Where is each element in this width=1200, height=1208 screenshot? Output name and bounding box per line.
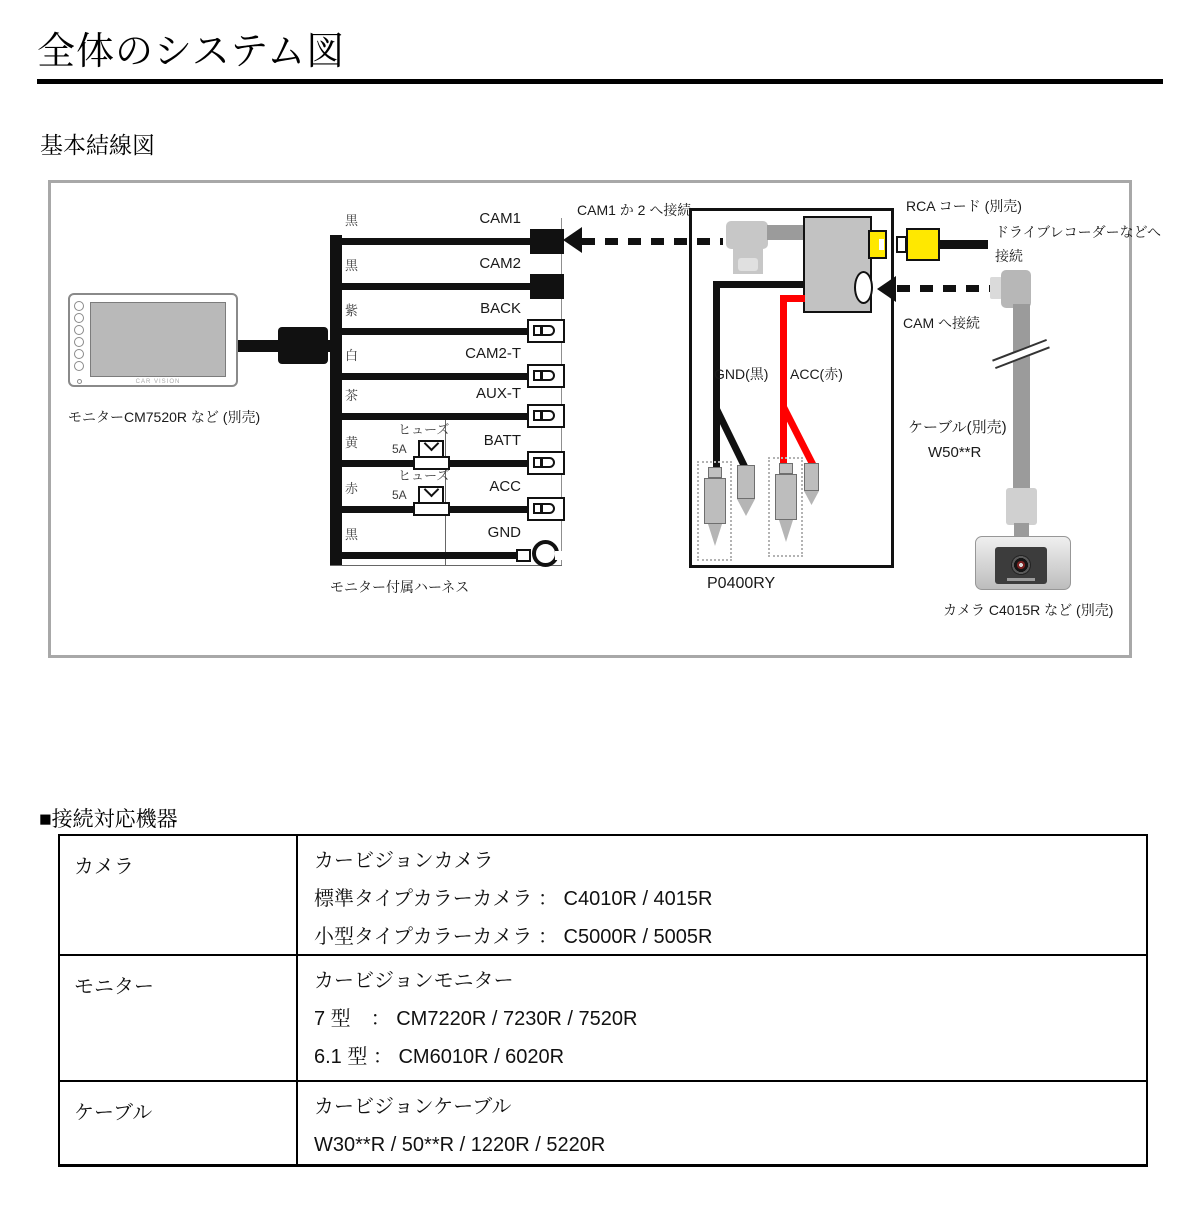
table-category: ケーブル [60, 1082, 298, 1164]
fuse-label: ヒューズ [398, 468, 450, 483]
wire-signal-label: CAM2-T [465, 345, 521, 362]
table-line: W30**R / 50**R / 1220R / 5220R [314, 1134, 606, 1156]
rca-plug-icon [726, 221, 768, 249]
plug-tip-icon [541, 503, 555, 514]
wire-color-label: 赤 [345, 481, 359, 496]
monitor-cable-plug [278, 327, 328, 364]
gnd-wire [713, 281, 805, 288]
cable-connector [1006, 488, 1037, 525]
wire-color-label: 黄 [345, 435, 359, 450]
table-heading: ■接続対応機器 [39, 808, 178, 831]
monitor-button-icon [74, 313, 84, 323]
wire-signal-label: BATT [483, 432, 521, 449]
rca-jack-cam2 [530, 274, 564, 299]
table-line: 小型タイプカラーカメラ ： C5000R / 5005R [314, 926, 713, 948]
camera-device [975, 536, 1071, 590]
terminal-tip [737, 499, 755, 516]
yellow-rca-jack [868, 230, 887, 259]
monitor-button-icon [74, 349, 84, 359]
rca-jack-cam1 [530, 229, 564, 254]
rca-cord-cable [940, 240, 988, 249]
yellow-rca-plug [906, 228, 940, 261]
table-cell [298, 956, 1146, 1082]
fuse-holder [413, 502, 450, 516]
cam-out-note: CAM へ接続 [903, 315, 980, 331]
adapter-label: P0400RY [707, 575, 776, 592]
terminal-tip [708, 524, 722, 546]
harness-bottom-line [330, 565, 562, 566]
monitor-screen [90, 302, 226, 377]
wire-gnd [342, 552, 518, 559]
terminal-body [775, 474, 797, 520]
wire-color-label: 黒 [345, 258, 359, 273]
harness-label: モニター付属ハーネス [330, 579, 470, 595]
monitor-button-icon [74, 325, 84, 335]
terminal-body [704, 478, 726, 524]
wire-color-label: 黒 [345, 527, 359, 542]
arrow-left-icon [877, 276, 896, 302]
covered-terminal [697, 461, 732, 561]
cam-input-note: CAM1 か 2 へ接続 [577, 202, 692, 218]
dashed-connection-line [897, 285, 990, 292]
monitor-label: モニターCM7520R など (別売) [68, 409, 261, 425]
terminal-cap [779, 463, 793, 474]
wire-back [342, 328, 528, 335]
acc-wire [780, 295, 787, 463]
wire-color-label: 黒 [345, 213, 359, 228]
cable-note-line2: W50**R [928, 444, 982, 461]
table-line: 7 型 ： CM7220R / 7230R / 7520R [314, 1008, 638, 1030]
page-title: 全体のシステム図 [37, 20, 1163, 84]
table-category: モニター [60, 956, 298, 1082]
plug-tip-icon [541, 325, 555, 336]
adapter-gray-cable [767, 225, 805, 240]
rca-plug-tip [738, 258, 758, 271]
terminal-tip [779, 520, 793, 542]
fuse-rating: 5A [392, 442, 407, 456]
arrow-left-icon [563, 227, 582, 253]
camera-cable [1013, 304, 1030, 491]
table-category: カメラ [60, 836, 298, 956]
wire-cam1 [342, 238, 532, 245]
plug-tip-icon [541, 410, 555, 421]
table-cell [298, 836, 1146, 956]
plug-connector-acc [527, 497, 565, 521]
harness-connector-bar [330, 235, 342, 566]
dashed-connection-line [582, 238, 723, 245]
plug-connector-back [527, 319, 565, 343]
plug-connector-batt [527, 451, 565, 475]
terminal-cap [708, 467, 722, 478]
wire-color-label: 紫 [345, 303, 359, 318]
monitor-button-icon [74, 301, 84, 311]
wire-color-label: 白 [345, 348, 359, 363]
covered-terminal [768, 457, 803, 557]
recorder-note-line1: ドライブレコーダーなどへ [995, 224, 1162, 240]
acc-wire-label: ACC(赤) [790, 366, 843, 382]
camera-front-panel [995, 547, 1047, 584]
camera-brand-mark [1007, 578, 1035, 581]
plug-connector-cam2t [527, 364, 565, 388]
fuse-label: ヒューズ [398, 422, 450, 437]
terminal-body [737, 465, 755, 499]
plug-connector-auxt [527, 404, 565, 428]
wire-signal-label: ACC [489, 478, 521, 495]
table-line: カービジョンケーブル [314, 1096, 512, 1118]
fuse-rating: 5A [392, 488, 407, 502]
table-line: カービジョンカメラ [314, 850, 494, 872]
wire-cam2t [342, 373, 528, 380]
monitor-button-icon [74, 361, 84, 371]
monitor-led [77, 379, 82, 384]
ring-terminal-icon [532, 540, 559, 567]
table-line: 標準タイプカラーカメラ ： C4010R / 4015R [314, 888, 713, 910]
wire-signal-label: CAM2 [479, 255, 521, 272]
table-line: カービジョンモニター [314, 970, 514, 992]
wire-cam2 [342, 283, 532, 290]
wire-signal-label: CAM1 [479, 210, 521, 227]
compatibility-table [58, 834, 1148, 1167]
wire-signal-label: AUX-T [476, 385, 521, 402]
monitor-button-icon [74, 337, 84, 347]
ring-gap [555, 551, 564, 560]
table-line: 6.1 型 ： CM6010R / 6020R [314, 1046, 565, 1068]
monitor-brand: CAR VISION [135, 379, 181, 385]
rca-cord-label: RCA コード (別売) [906, 198, 1022, 214]
camera-lens-icon [1011, 555, 1031, 575]
wire-signal-label: BACK [480, 300, 521, 317]
wire-signal-label: GND [487, 524, 521, 541]
cam-socket [854, 271, 873, 304]
gnd-crimp [516, 549, 531, 562]
camera-cable-plug [1001, 270, 1031, 308]
adapter-box [689, 208, 894, 568]
plug-tip-icon [541, 370, 555, 381]
terminal-tip [804, 491, 819, 505]
camera-label: カメラ C4015R など (別売) [943, 602, 1114, 618]
wiring-diagram [48, 180, 1162, 658]
wire-color-label: 茶 [345, 388, 359, 403]
section-heading: 基本結線図 [40, 132, 155, 158]
recorder-note-line2: 接続 [995, 248, 1023, 264]
monitor-device [68, 293, 238, 387]
table-cell [298, 1082, 1146, 1164]
jack-notch [879, 239, 884, 250]
terminal-body [804, 463, 819, 491]
cable-note-line1: ケーブル(別売) [908, 419, 1007, 436]
plug-tip-icon [541, 457, 555, 468]
gnd-wire-label: GND(黒) [714, 366, 769, 382]
